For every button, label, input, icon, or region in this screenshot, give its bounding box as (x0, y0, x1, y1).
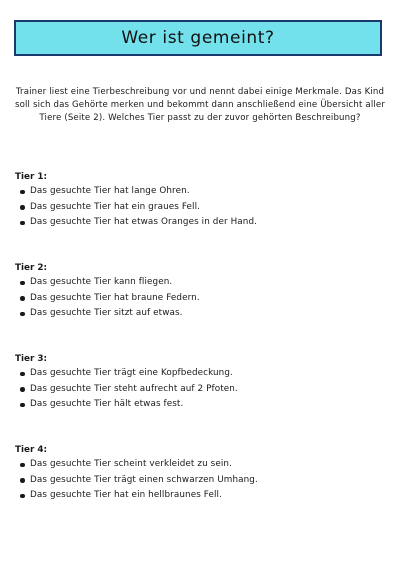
list-item-text: Das gesuchte Tier sitzt auf etwas. (30, 308, 183, 318)
bullet-icon (20, 296, 25, 301)
bullet-icon (20, 281, 25, 286)
bullet-icon (20, 463, 25, 468)
list-item-text: Das gesuchte Tier kann fliegen. (30, 277, 173, 287)
bullet-icon (20, 403, 25, 408)
bullet-icon (20, 372, 25, 377)
list-item (15, 291, 385, 307)
list-item-text: Das gesuchte Tier hat ein graues Fell. (30, 201, 201, 212)
section-tier-2 (15, 261, 385, 322)
list-item-text: Das gesuchte Tier hat braune Federn. (30, 292, 200, 303)
section-heading: Tier 2: (15, 263, 48, 273)
page-title: Wer ist gemeint? (121, 28, 275, 48)
bullet-icon (20, 190, 25, 195)
list-item (15, 184, 385, 200)
list-item-text: Das gesuchte Tier hat etwas Oranges in der Hand. (30, 217, 258, 227)
list-item (15, 397, 385, 413)
clue-list (15, 275, 385, 322)
clue-list (15, 366, 385, 413)
section-tier-3 (15, 352, 385, 413)
list-item-text: Das gesuchte Tier hat lange Ohren. (30, 186, 190, 196)
section-tier-1 (15, 170, 385, 231)
list-item-text: Das gesuchte Tier hat ein hellbraunes Fell. (30, 490, 222, 500)
section-heading: Tier 4: (15, 445, 48, 455)
bullet-icon (20, 205, 25, 210)
bullet-icon (20, 221, 25, 226)
list-item (15, 200, 385, 216)
list-item (15, 275, 385, 291)
clue-list (15, 184, 385, 231)
list-item (15, 382, 385, 398)
bullet-icon (20, 312, 25, 317)
section-heading: Tier 1: (15, 172, 48, 182)
list-item (15, 306, 385, 322)
list-item (15, 457, 385, 473)
intro-text: Trainer liest eine Tierbeschreibung vor und nennt dabei einige Merkmale. Das Kind soll sich das Gehörte merken und bekommt dann anschließend eine Übersicht aller Tiere (Seite 2). Welches Tier passt zu der zuvor gehörten Beschreibung? (14, 87, 386, 123)
list-item (15, 473, 385, 489)
bullet-icon (20, 494, 25, 499)
list-item-text: Das gesuchte Tier scheint verkleidet zu sein. (30, 459, 232, 469)
clue-list (15, 457, 385, 504)
list-item-text: Das gesuchte Tier steht aufrecht auf 2 Pfoten. (30, 383, 238, 394)
list-item-text: Das gesuchte Tier hält etwas fest. (30, 399, 184, 409)
bullet-icon (20, 387, 25, 392)
title-box (14, 20, 382, 56)
list-item (15, 366, 385, 382)
list-item-text: Das gesuchte Tier trägt einen schwarzen Umhang. (30, 474, 258, 485)
section-tier-4 (15, 443, 385, 504)
bullet-icon (20, 478, 25, 483)
list-item (15, 488, 385, 504)
section-heading: Tier 3: (15, 354, 48, 364)
list-item (15, 215, 385, 231)
list-item-text: Das gesuchte Tier trägt eine Kopfbedeckung. (30, 368, 233, 378)
